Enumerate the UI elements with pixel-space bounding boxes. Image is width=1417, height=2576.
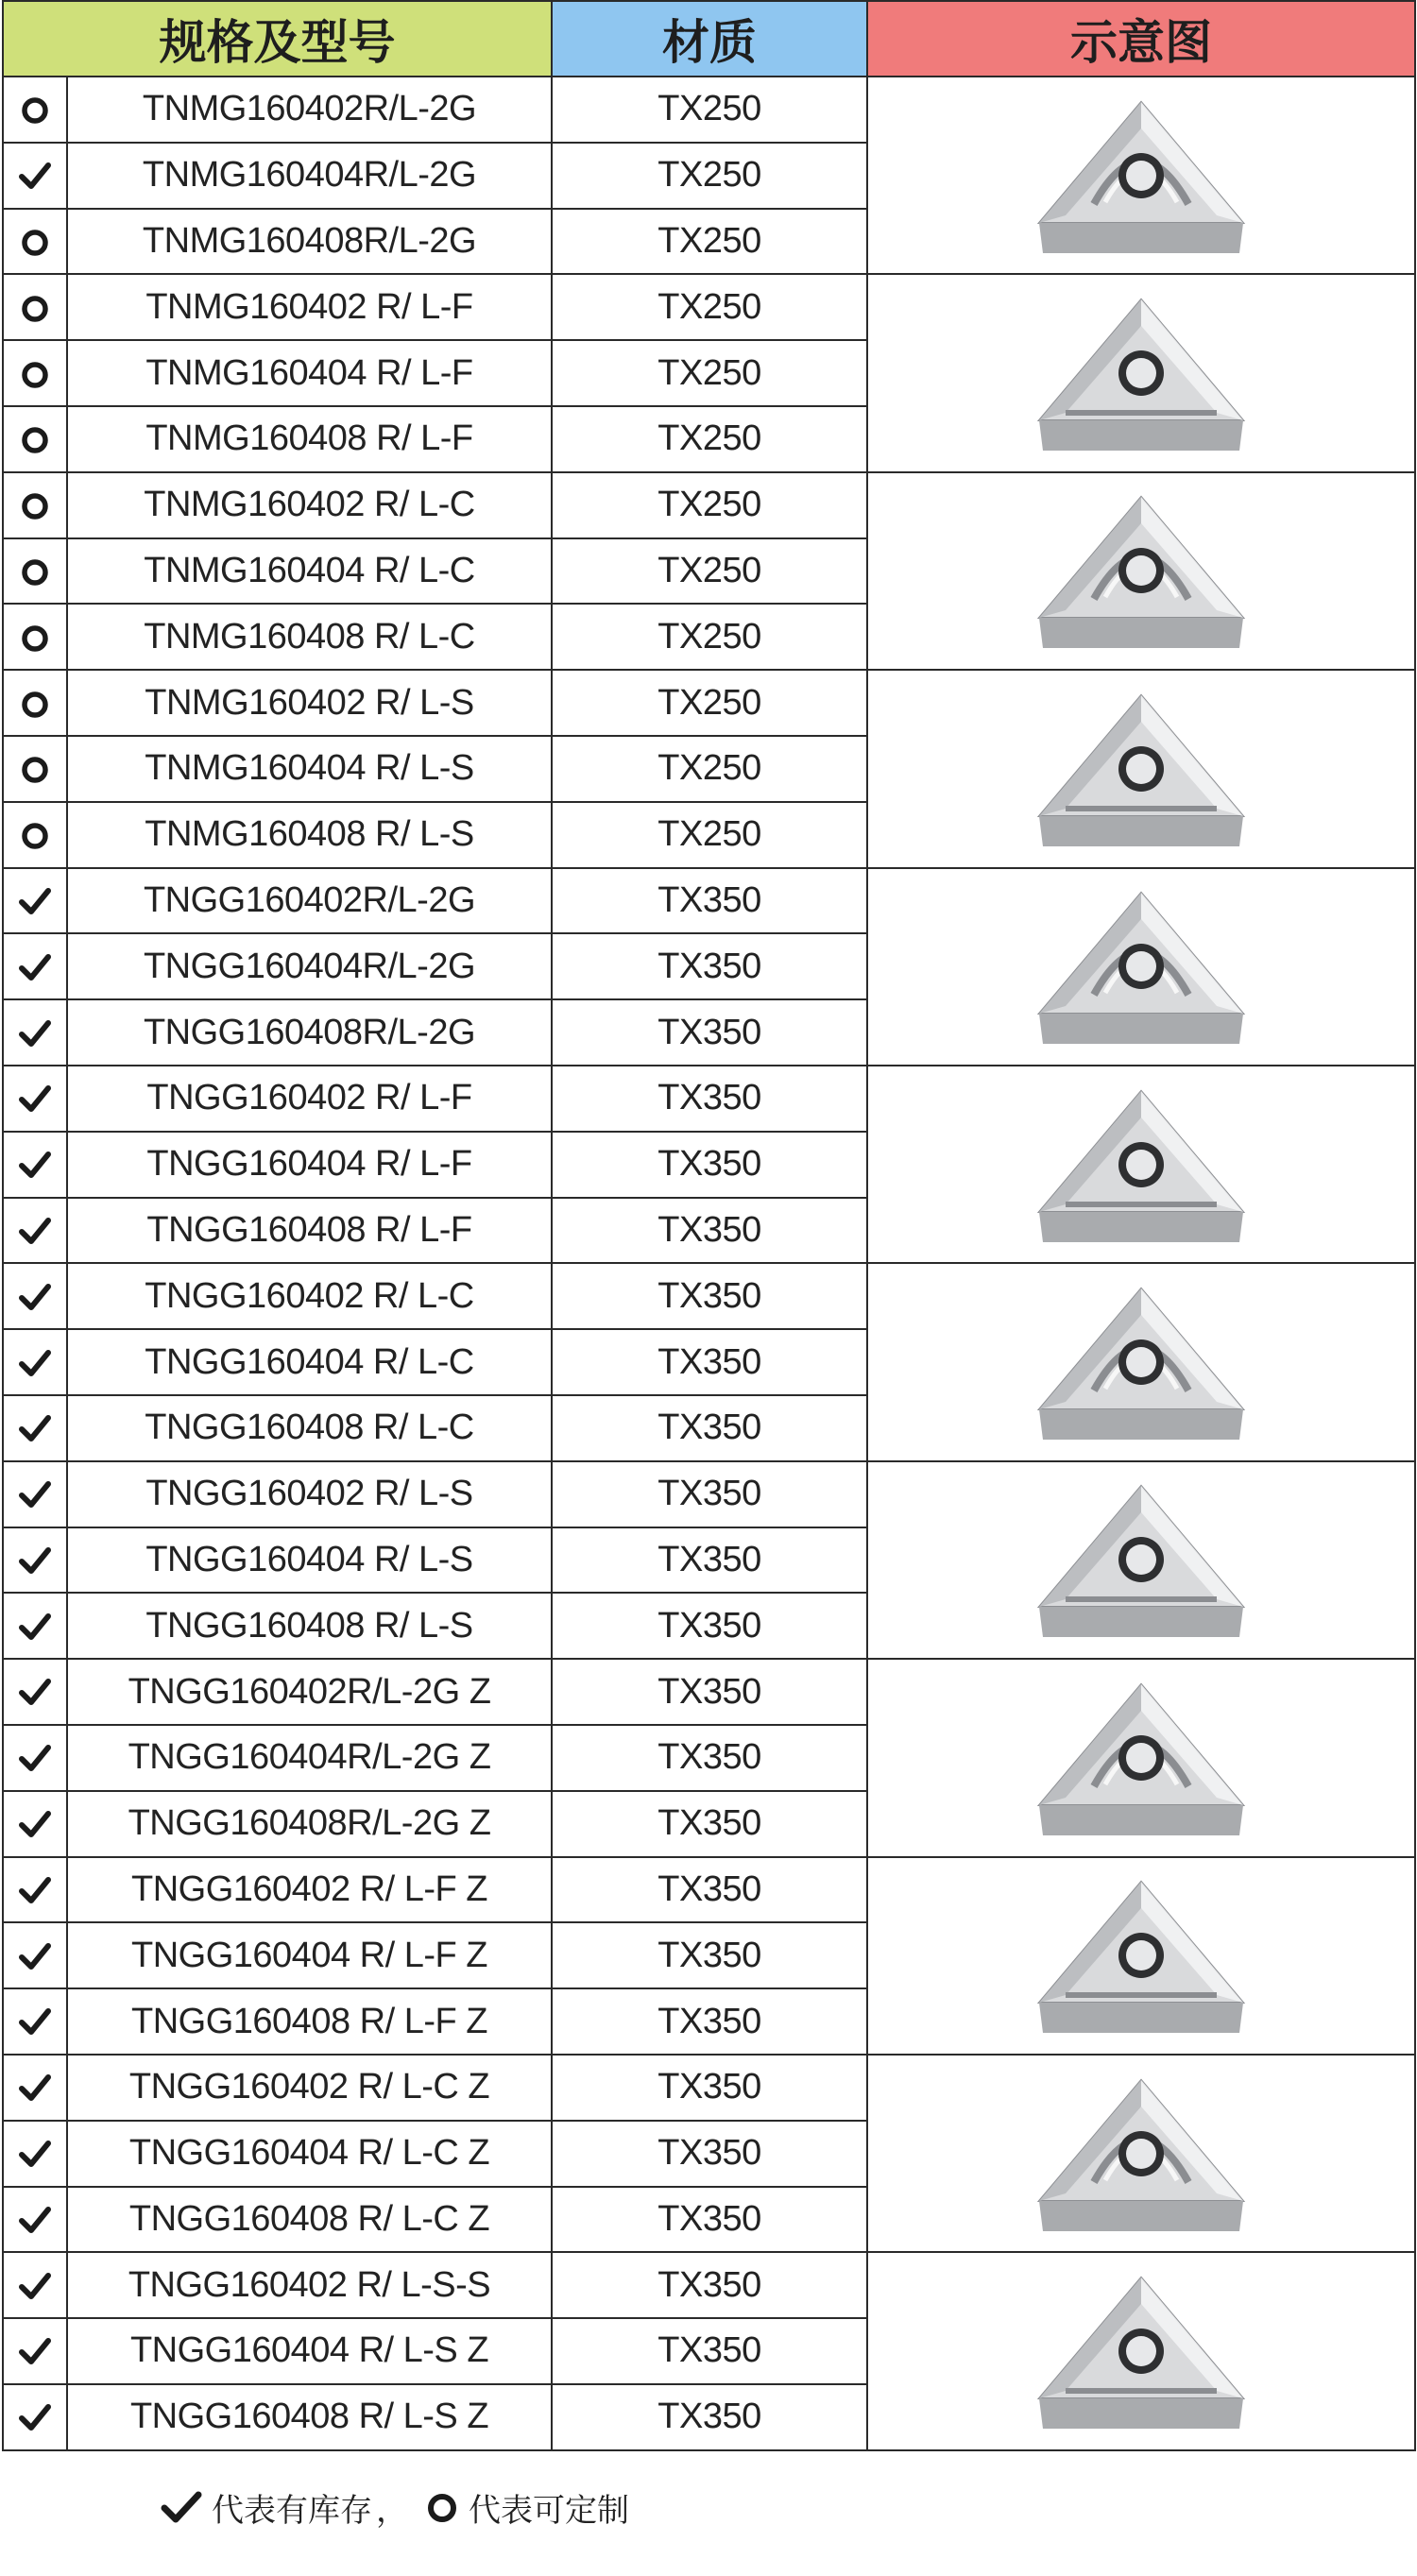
check-icon bbox=[18, 1215, 52, 1249]
insert-c-icon bbox=[1028, 2069, 1255, 2239]
model-cell: TNMG160408 R/ L-F bbox=[67, 406, 552, 472]
stock-mark-cell bbox=[3, 868, 67, 934]
circle-icon bbox=[18, 688, 52, 722]
model-cell: TNGG160404 R/ L-F bbox=[67, 1132, 552, 1198]
stock-mark-cell bbox=[3, 933, 67, 999]
stock-mark-cell bbox=[3, 1857, 67, 1923]
model-cell: TNGG160404 R/ L-C Z bbox=[67, 2121, 552, 2187]
model-cell: TNGG160404R/L-2G bbox=[67, 933, 552, 999]
check-icon bbox=[18, 1347, 52, 1381]
check-icon bbox=[18, 2072, 52, 2106]
material-cell: TX350 bbox=[552, 2318, 867, 2384]
table-row bbox=[3, 2055, 1415, 2121]
model-cell: TNMG160402 R/ L-C bbox=[67, 472, 552, 538]
material-cell: TX250 bbox=[552, 538, 867, 605]
stock-mark-cell bbox=[3, 2384, 67, 2450]
insert-f-icon bbox=[1028, 288, 1255, 458]
model-cell: TNGG160404 R/ L-C bbox=[67, 1329, 552, 1395]
stock-mark-cell bbox=[3, 2187, 67, 2253]
check-icon bbox=[18, 1017, 52, 1051]
table-row bbox=[3, 2252, 1415, 2318]
insert-s-icon bbox=[1028, 2266, 1255, 2436]
circle-icon bbox=[18, 292, 52, 326]
legend-check-text: 代表有库存 bbox=[212, 2492, 372, 2530]
circle-icon bbox=[18, 94, 52, 128]
check-icon bbox=[18, 1611, 52, 1645]
stock-mark-cell bbox=[3, 999, 67, 1066]
stock-mark-cell bbox=[3, 340, 67, 406]
legend-separator: ， bbox=[376, 2492, 408, 2530]
header-picture: 示意图 bbox=[867, 1, 1415, 77]
legend-circle-text: 代表可定制 bbox=[469, 2492, 629, 2530]
model-cell: TNMG160408 R/ L-C bbox=[67, 604, 552, 670]
model-cell: TNGG160404 R/ L-S Z bbox=[67, 2318, 552, 2384]
material-cell: TX350 bbox=[552, 1461, 867, 1527]
check-icon bbox=[161, 2491, 202, 2525]
material-cell: TX350 bbox=[552, 999, 867, 1066]
insert-2g-icon bbox=[1028, 91, 1255, 261]
stock-mark-cell bbox=[3, 1988, 67, 2055]
stock-mark-cell bbox=[3, 2252, 67, 2318]
material-cell: TX250 bbox=[552, 472, 867, 538]
model-cell: TNGG160408 R/ L-F bbox=[67, 1198, 552, 1264]
stock-mark-cell bbox=[3, 670, 67, 736]
model-cell: TNGG160402 R/ L-F Z bbox=[67, 1857, 552, 1923]
material-cell: TX350 bbox=[552, 1922, 867, 1988]
material-cell: TX350 bbox=[552, 1066, 867, 1132]
model-cell: TNGG160402R/L-2G Z bbox=[67, 1659, 552, 1725]
stock-mark-cell bbox=[3, 2055, 67, 2121]
model-cell: TNGG160408 R/ L-F Z bbox=[67, 1988, 552, 2055]
circle-icon bbox=[18, 423, 52, 457]
material-cell: TX350 bbox=[552, 2187, 867, 2253]
circle-icon bbox=[18, 555, 52, 589]
model-cell: TNGG160408R/L-2G bbox=[67, 999, 552, 1066]
insert-picture-cell bbox=[867, 2055, 1415, 2252]
table-row bbox=[3, 1659, 1415, 1725]
model-cell: TNGG160402 R/ L-S bbox=[67, 1461, 552, 1527]
insert-picture-cell bbox=[867, 1066, 1415, 1263]
insert-picture-cell bbox=[867, 77, 1415, 274]
material-cell: TX350 bbox=[552, 1527, 867, 1594]
table-row bbox=[3, 472, 1415, 538]
stock-mark-cell bbox=[3, 802, 67, 868]
check-icon bbox=[18, 1412, 52, 1446]
insert-picture-cell bbox=[867, 1263, 1415, 1460]
stock-mark-cell bbox=[3, 143, 67, 209]
insert-picture-cell bbox=[867, 274, 1415, 471]
table-row bbox=[3, 1857, 1415, 1923]
check-icon bbox=[18, 160, 52, 194]
check-icon bbox=[18, 2204, 52, 2238]
insert-f-icon bbox=[1028, 1080, 1255, 1250]
stock-mark-cell bbox=[3, 2121, 67, 2187]
model-cell: TNMG160402 R/ L-F bbox=[67, 274, 552, 340]
material-cell: TX250 bbox=[552, 406, 867, 472]
table-row bbox=[3, 77, 1415, 143]
model-cell: TNMG160408 R/ L-S bbox=[67, 802, 552, 868]
insert-c-icon bbox=[1028, 486, 1255, 656]
material-cell: TX350 bbox=[552, 2121, 867, 2187]
material-cell: TX350 bbox=[552, 1198, 867, 1264]
model-cell: TNMG160404 R/ L-S bbox=[67, 736, 552, 802]
material-cell: TX350 bbox=[552, 1791, 867, 1857]
material-cell: TX350 bbox=[552, 933, 867, 999]
material-cell: TX350 bbox=[552, 868, 867, 934]
stock-mark-cell bbox=[3, 1329, 67, 1395]
model-cell: TNGG160404 R/ L-F Z bbox=[67, 1922, 552, 1988]
check-icon bbox=[18, 1874, 52, 1908]
material-cell: TX350 bbox=[552, 1725, 867, 1791]
table-row bbox=[3, 1066, 1415, 1132]
model-cell: TNMG160402R/L-2G bbox=[67, 77, 552, 143]
model-cell: TNGG160402 R/ L-C Z bbox=[67, 2055, 552, 2121]
stock-mark-cell bbox=[3, 77, 67, 143]
header-spec: 规格及型号 bbox=[3, 1, 552, 77]
model-cell: TNGG160408 R/ L-C bbox=[67, 1395, 552, 1461]
stock-mark-cell bbox=[3, 538, 67, 605]
material-cell: TX350 bbox=[552, 1988, 867, 2055]
insert-f-icon bbox=[1028, 1870, 1255, 2040]
circle-icon bbox=[18, 489, 52, 523]
check-icon bbox=[18, 1544, 52, 1578]
material-cell: TX350 bbox=[552, 2384, 867, 2450]
model-cell: TNGG160408R/L-2G Z bbox=[67, 1791, 552, 1857]
check-icon bbox=[18, 2401, 52, 2435]
model-cell: TNMG160402 R/ L-S bbox=[67, 670, 552, 736]
check-icon bbox=[18, 1940, 52, 1974]
insert-2g-icon bbox=[1028, 1673, 1255, 1843]
circle-icon bbox=[18, 622, 52, 656]
insert-picture-cell bbox=[867, 670, 1415, 867]
model-cell: TNMG160408R/L-2G bbox=[67, 209, 552, 275]
stock-mark-cell bbox=[3, 1132, 67, 1198]
table-row bbox=[3, 1461, 1415, 1527]
table-row bbox=[3, 670, 1415, 736]
model-cell: TNGG160408 R/ L-S bbox=[67, 1593, 552, 1659]
model-cell: TNGG160404R/L-2G Z bbox=[67, 1725, 552, 1791]
model-cell: TNGG160402 R/ L-S-S bbox=[67, 2252, 552, 2318]
check-icon bbox=[18, 2138, 52, 2172]
material-cell: TX250 bbox=[552, 670, 867, 736]
material-cell: TX350 bbox=[552, 1593, 867, 1659]
insert-2g-icon bbox=[1028, 881, 1255, 1051]
stock-mark-cell bbox=[3, 274, 67, 340]
stock-mark-cell bbox=[3, 1461, 67, 1527]
model-cell: TNGG160402 R/ L-F bbox=[67, 1066, 552, 1132]
check-icon bbox=[18, 2270, 52, 2304]
stock-mark-cell bbox=[3, 1659, 67, 1725]
material-cell: TX350 bbox=[552, 1132, 867, 1198]
insert-picture-cell bbox=[867, 1461, 1415, 1659]
material-cell: TX350 bbox=[552, 1659, 867, 1725]
model-cell: TNGG160404 R/ L-S bbox=[67, 1527, 552, 1594]
stock-mark-cell bbox=[3, 1395, 67, 1461]
check-icon bbox=[18, 951, 52, 985]
check-icon bbox=[18, 1742, 52, 1776]
legend bbox=[161, 2484, 629, 2531]
circle-icon bbox=[18, 358, 52, 392]
stock-mark-cell bbox=[3, 1725, 67, 1791]
circle-icon bbox=[18, 753, 52, 787]
stock-mark-cell bbox=[3, 2318, 67, 2384]
material-cell: TX350 bbox=[552, 1263, 867, 1329]
insert-c-icon bbox=[1028, 1277, 1255, 1447]
stock-mark-cell bbox=[3, 406, 67, 472]
check-icon bbox=[18, 2005, 52, 2039]
stock-mark-cell bbox=[3, 472, 67, 538]
model-cell: TNGG160408 R/ L-C Z bbox=[67, 2187, 552, 2253]
material-cell: TX250 bbox=[552, 77, 867, 143]
material-cell: TX250 bbox=[552, 274, 867, 340]
table-row bbox=[3, 274, 1415, 340]
check-icon bbox=[18, 1478, 52, 1512]
table-row bbox=[3, 868, 1415, 934]
stock-mark-cell bbox=[3, 1198, 67, 1264]
insert-s-icon bbox=[1028, 684, 1255, 854]
check-icon bbox=[18, 1149, 52, 1183]
material-cell: TX350 bbox=[552, 2252, 867, 2318]
insert-picture-cell bbox=[867, 472, 1415, 670]
product-table bbox=[2, 0, 1416, 2451]
insert-picture-cell bbox=[867, 1857, 1415, 2055]
stock-mark-cell bbox=[3, 1593, 67, 1659]
stock-mark-cell bbox=[3, 1922, 67, 1988]
model-cell: TNGG160402R/L-2G bbox=[67, 868, 552, 934]
insert-s-icon bbox=[1028, 1475, 1255, 1645]
material-cell: TX250 bbox=[552, 736, 867, 802]
insert-picture-cell bbox=[867, 868, 1415, 1066]
circle-icon bbox=[18, 819, 52, 853]
table-row bbox=[3, 1263, 1415, 1329]
material-cell: TX350 bbox=[552, 1857, 867, 1923]
check-icon bbox=[18, 885, 52, 919]
model-cell: TNGG160408 R/ L-S Z bbox=[67, 2384, 552, 2450]
material-cell: TX250 bbox=[552, 340, 867, 406]
model-cell: TNMG160404 R/ L-C bbox=[67, 538, 552, 605]
material-cell: TX350 bbox=[552, 2055, 867, 2121]
material-cell: TX250 bbox=[552, 802, 867, 868]
material-cell: TX350 bbox=[552, 1395, 867, 1461]
stock-mark-cell bbox=[3, 736, 67, 802]
stock-mark-cell bbox=[3, 604, 67, 670]
model-cell: TNGG160402 R/ L-C bbox=[67, 1263, 552, 1329]
material-cell: TX250 bbox=[552, 143, 867, 209]
check-icon bbox=[18, 1676, 52, 1710]
check-icon bbox=[18, 1808, 52, 1842]
material-cell: TX250 bbox=[552, 604, 867, 670]
header-material: 材质 bbox=[552, 1, 867, 77]
material-cell: TX250 bbox=[552, 209, 867, 275]
stock-mark-cell bbox=[3, 1066, 67, 1132]
check-icon bbox=[18, 1083, 52, 1117]
table-header-row bbox=[3, 1, 1415, 77]
stock-mark-cell bbox=[3, 209, 67, 275]
check-icon bbox=[18, 2335, 52, 2369]
model-cell: TNMG160404 R/ L-F bbox=[67, 340, 552, 406]
insert-picture-cell bbox=[867, 2252, 1415, 2449]
stock-mark-cell bbox=[3, 1791, 67, 1857]
circle-icon bbox=[425, 2491, 459, 2525]
insert-picture-cell bbox=[867, 1659, 1415, 1856]
stock-mark-cell bbox=[3, 1527, 67, 1594]
material-cell: TX350 bbox=[552, 1329, 867, 1395]
circle-icon bbox=[18, 226, 52, 260]
model-cell: TNMG160404R/L-2G bbox=[67, 143, 552, 209]
check-icon bbox=[18, 1281, 52, 1315]
stock-mark-cell bbox=[3, 1263, 67, 1329]
